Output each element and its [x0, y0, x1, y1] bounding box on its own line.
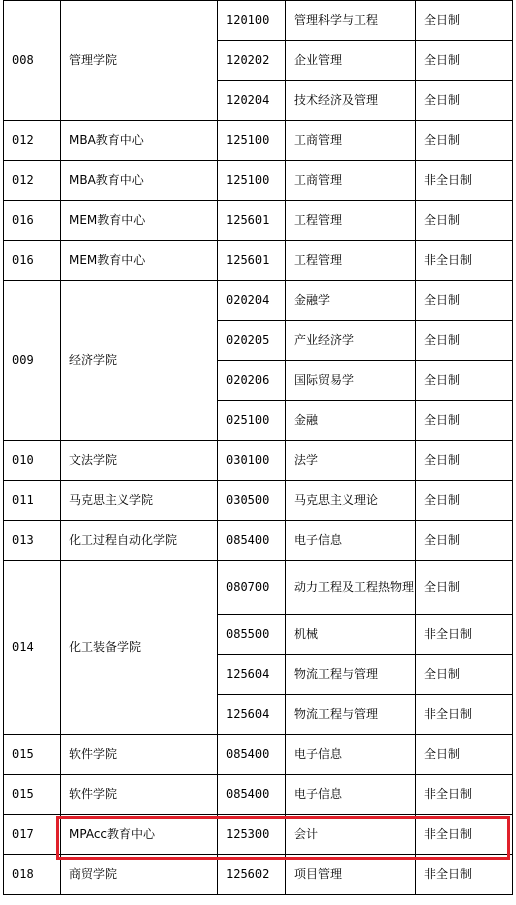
table-row	[4, 560, 513, 614]
dept-name-cell: 管理学院	[61, 0, 218, 120]
major-code-cell: 120100	[218, 0, 286, 40]
study-mode-cell: 非全日制	[416, 240, 513, 280]
major-name-cell: 国际贸易学	[286, 360, 416, 400]
major-name-cell: 会计	[286, 814, 416, 854]
dept-code-cell: 017	[4, 814, 61, 854]
study-mode-cell: 全日制	[416, 40, 513, 80]
study-mode-cell: 全日制	[416, 280, 513, 320]
study-mode-cell: 全日制	[416, 320, 513, 360]
dept-code-cell: 008	[4, 0, 61, 120]
major-name-cell: 电子信息	[286, 774, 416, 814]
major-name-cell: 动力工程及工程热物理	[286, 560, 416, 614]
major-name-cell: 项目管理	[286, 854, 416, 894]
dept-code-cell: 010	[4, 440, 61, 480]
major-code-cell: 125604	[218, 654, 286, 694]
major-name-cell: 企业管理	[286, 40, 416, 80]
major-name-cell: 电子信息	[286, 520, 416, 560]
major-code-cell: 020206	[218, 360, 286, 400]
study-mode-cell: 全日制	[416, 80, 513, 120]
major-code-cell: 125601	[218, 200, 286, 240]
major-code-cell: 085400	[218, 774, 286, 814]
major-code-cell: 125100	[218, 160, 286, 200]
table-row	[4, 480, 513, 520]
dept-code-cell: 018	[4, 854, 61, 894]
study-mode-cell: 全日制	[416, 734, 513, 774]
major-name-cell: 物流工程与管理	[286, 654, 416, 694]
major-name-cell: 技术经济及管理	[286, 80, 416, 120]
study-mode-cell: 全日制	[416, 120, 513, 160]
dept-name-cell: 文法学院	[61, 440, 218, 480]
dept-name-cell: 商贸学院	[61, 854, 218, 894]
major-code-cell: 020205	[218, 320, 286, 360]
study-mode-cell: 非全日制	[416, 694, 513, 734]
study-mode-cell: 全日制	[416, 520, 513, 560]
table-row	[4, 160, 513, 200]
dept-code-cell: 015	[4, 734, 61, 774]
table-row	[4, 774, 513, 814]
major-code-cell: 125100	[218, 120, 286, 160]
dept-code-cell: 015	[4, 774, 61, 814]
dept-name-cell: MEM教育中心	[61, 200, 218, 240]
major-code-cell: 085400	[218, 734, 286, 774]
major-name-cell: 管理科学与工程	[286, 0, 416, 40]
table-row	[4, 440, 513, 480]
major-code-cell: 125300	[218, 814, 286, 854]
table-row	[4, 200, 513, 240]
table-row	[4, 280, 513, 320]
dept-name-cell: 马克思主义学院	[61, 480, 218, 520]
major-code-cell: 125602	[218, 854, 286, 894]
study-mode-cell: 非全日制	[416, 814, 513, 854]
dept-name-cell: 化工过程自动化学院	[61, 520, 218, 560]
dept-code-cell: 016	[4, 200, 61, 240]
major-code-cell: 125601	[218, 240, 286, 280]
major-name-cell: 法学	[286, 440, 416, 480]
major-code-cell: 085400	[218, 520, 286, 560]
major-code-cell: 080700	[218, 560, 286, 614]
major-name-cell: 马克思主义理论	[286, 480, 416, 520]
major-code-cell: 120202	[218, 40, 286, 80]
dept-name-cell: 软件学院	[61, 774, 218, 814]
major-name-cell: 金融	[286, 400, 416, 440]
major-code-cell: 120204	[218, 80, 286, 120]
table-row	[4, 520, 513, 560]
table-row	[4, 734, 513, 774]
study-mode-cell: 非全日制	[416, 774, 513, 814]
major-code-cell: 125604	[218, 694, 286, 734]
study-mode-cell: 非全日制	[416, 854, 513, 894]
table-row-highlighted	[4, 814, 513, 854]
table-row	[4, 0, 513, 40]
study-mode-cell: 全日制	[416, 400, 513, 440]
dept-name-cell: 软件学院	[61, 734, 218, 774]
major-code-cell: 030100	[218, 440, 286, 480]
study-mode-cell: 全日制	[416, 480, 513, 520]
table-row	[4, 120, 513, 160]
major-name-cell: 产业经济学	[286, 320, 416, 360]
major-name-cell: 电子信息	[286, 734, 416, 774]
major-name-cell: 工商管理	[286, 120, 416, 160]
dept-code-cell: 012	[4, 120, 61, 160]
major-code-cell: 030500	[218, 480, 286, 520]
major-name-cell: 机械	[286, 614, 416, 654]
dept-code-cell: 009	[4, 280, 61, 440]
program-table	[3, 0, 513, 895]
study-mode-cell: 非全日制	[416, 614, 513, 654]
major-name-cell: 金融学	[286, 280, 416, 320]
table-row	[4, 854, 513, 894]
study-mode-cell: 全日制	[416, 0, 513, 40]
major-name-cell: 工程管理	[286, 240, 416, 280]
dept-name-cell: MBA教育中心	[61, 120, 218, 160]
study-mode-cell: 全日制	[416, 440, 513, 480]
major-name-cell: 工商管理	[286, 160, 416, 200]
study-mode-cell: 全日制	[416, 654, 513, 694]
major-name-cell: 物流工程与管理	[286, 694, 416, 734]
study-mode-cell: 全日制	[416, 360, 513, 400]
dept-code-cell: 013	[4, 520, 61, 560]
study-mode-cell: 非全日制	[416, 160, 513, 200]
dept-name-cell: 经济学院	[61, 280, 218, 440]
study-mode-cell: 全日制	[416, 560, 513, 614]
major-name-cell: 工程管理	[286, 200, 416, 240]
table-row	[4, 240, 513, 280]
dept-code-cell: 012	[4, 160, 61, 200]
dept-code-cell: 014	[4, 560, 61, 734]
major-code-cell: 020204	[218, 280, 286, 320]
dept-name-cell: MPAcc教育中心	[61, 814, 218, 854]
major-code-cell: 025100	[218, 400, 286, 440]
dept-name-cell: 化工装备学院	[61, 560, 218, 734]
dept-code-cell: 011	[4, 480, 61, 520]
dept-name-cell: MBA教育中心	[61, 160, 218, 200]
dept-name-cell: MEM教育中心	[61, 240, 218, 280]
study-mode-cell: 全日制	[416, 200, 513, 240]
major-code-cell: 085500	[218, 614, 286, 654]
dept-code-cell: 016	[4, 240, 61, 280]
